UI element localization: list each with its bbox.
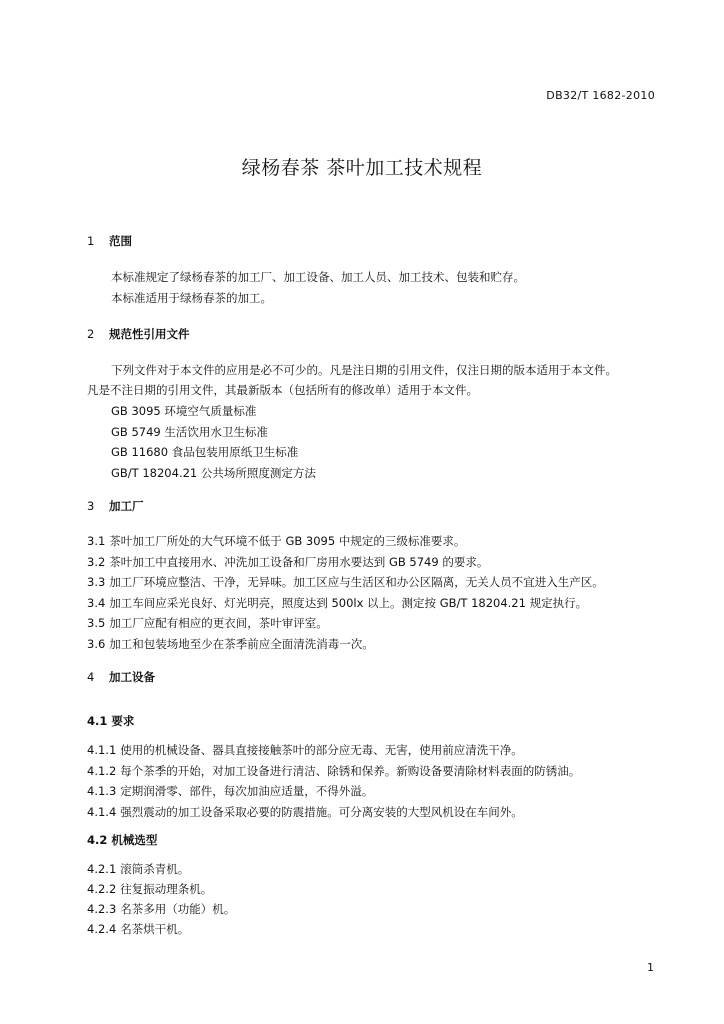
clause-number: 4.1.4: [87, 805, 117, 819]
clause-text: 强烈震动的加工设备采取必要的防震措施。可分离安装的大型风机设在车间外。: [120, 805, 523, 819]
clause-number: 4.2.1: [87, 862, 117, 876]
reference-item: GB 11680 食品包装用原纸卫生标准: [111, 445, 299, 459]
section-3-heading: [87, 498, 144, 514]
clause-number: 4.1.1: [87, 743, 117, 757]
clause: [87, 742, 523, 758]
subsection-number: 4.2: [87, 833, 108, 847]
clause-number: 4.2.4: [87, 922, 117, 936]
subsection-number: 4.1: [87, 714, 108, 728]
clause: [87, 804, 523, 820]
reference-item: GB 3095 环境空气质量标准: [111, 404, 257, 418]
section-title: 范围: [109, 234, 132, 248]
reference-item: GB 5749 生活饮用水卫生标准: [111, 425, 268, 439]
clause: [87, 921, 189, 937]
paragraph: 凡是不注日期的引用文件，其最新版本（包括所有的修改单）适用于本文件。: [87, 383, 478, 397]
section-number: 4: [87, 670, 95, 684]
paragraph: 本标准规定了绿杨春茶的加工厂、加工设备、加工人员、加工技术、包装和贮存。: [111, 270, 525, 284]
section-number: 1: [87, 234, 95, 248]
clause-text: 加工厂应配有相应的更衣间，茶叶审评室。: [109, 616, 328, 630]
section-2-heading: [87, 326, 190, 342]
page-number: 1: [647, 961, 654, 974]
clause-number: 3.2: [87, 555, 106, 569]
clause-number: 4.2.2: [87, 882, 117, 896]
section-number: 2: [87, 327, 95, 341]
clause-text: 滚筒杀青机。: [120, 862, 190, 876]
clause: [87, 595, 587, 611]
paragraph: 本标准适用于绿杨春茶的加工。: [111, 291, 272, 305]
clause-text: 定期润滑零、部件，每次加油应适量，不得外溢。: [120, 784, 374, 798]
clause-text: 茶叶加工厂所处的大气环境不低于 GB 3095 中规定的三级标准要求。: [109, 534, 466, 548]
clause: [87, 861, 189, 877]
clause-number: 3.6: [87, 637, 106, 651]
clause-text: 使用的机械设备、器具直接接触茶叶的部分应无毒、无害，使用前应清洗干净。: [120, 743, 523, 757]
section-title: 规范性引用文件: [109, 327, 190, 341]
clause: [87, 636, 374, 652]
document-title: 绿杨春茶 茶叶加工技术规程: [241, 157, 483, 179]
document-code: DB32/T 1682-2010: [546, 89, 655, 102]
section-number: 3: [87, 499, 95, 513]
clause: [87, 554, 488, 570]
clause-number: 3.3: [87, 575, 106, 589]
clause-number: 3.1: [87, 534, 106, 548]
section-title: 加工设备: [109, 670, 155, 684]
clause: [87, 783, 373, 799]
subsection-title: 机械选型: [111, 833, 158, 847]
clause-text: 往复振动理条机。: [120, 882, 213, 896]
clause: [87, 763, 580, 779]
clause: [87, 533, 465, 549]
clause-text: 茶叶加工中直接用水、冲洗加工设备和厂房用水要达到 GB 5749 的要求。: [109, 555, 489, 569]
clause-number: 4.1.3: [87, 784, 117, 798]
clause-text: 加工和包装场地至少在茶季前应全面清洗消毒一次。: [109, 637, 374, 651]
clause: [87, 901, 235, 917]
section-1-heading: [87, 233, 132, 249]
clause-text: 加工车间应采光良好、灯光明亮，照度达到 500lx 以上。测定按 GB/T 18204.21 规定执行。: [109, 596, 588, 610]
clause-text: 名茶多用（功能）机。: [120, 902, 236, 916]
clause-text: 每个茶季的开始，对加工设备进行清洁、除锈和保养。新购设备要清除材料表面的防锈油。: [120, 764, 581, 778]
subsection-4-1-heading: [87, 713, 134, 729]
clause-number: 4.2.3: [87, 902, 117, 916]
clause: [87, 881, 212, 897]
section-title: 加工厂: [109, 499, 144, 513]
clause-number: 3.4: [87, 596, 106, 610]
clause: [87, 615, 328, 631]
clause-text: 加工厂环境应整洁、干净，无异味。加工区应与生活区和办公区隔离，无关人员不宜进入生产区。: [109, 575, 604, 589]
subsection-title: 要求: [111, 714, 135, 728]
clause: [87, 574, 604, 590]
section-4-heading: [87, 669, 155, 685]
clause-number: 4.1.2: [87, 764, 117, 778]
paragraph: 下列文件对于本文件的应用是必不可少的。凡是注日期的引用文件，仅注日期的版本适用于本文件。: [111, 363, 617, 377]
subsection-4-2-heading: [87, 832, 157, 848]
clause-text: 名茶烘干机。: [120, 922, 190, 936]
reference-item: GB/T 18204.21 公共场所照度测定方法: [111, 466, 316, 480]
clause-number: 3.5: [87, 616, 106, 630]
